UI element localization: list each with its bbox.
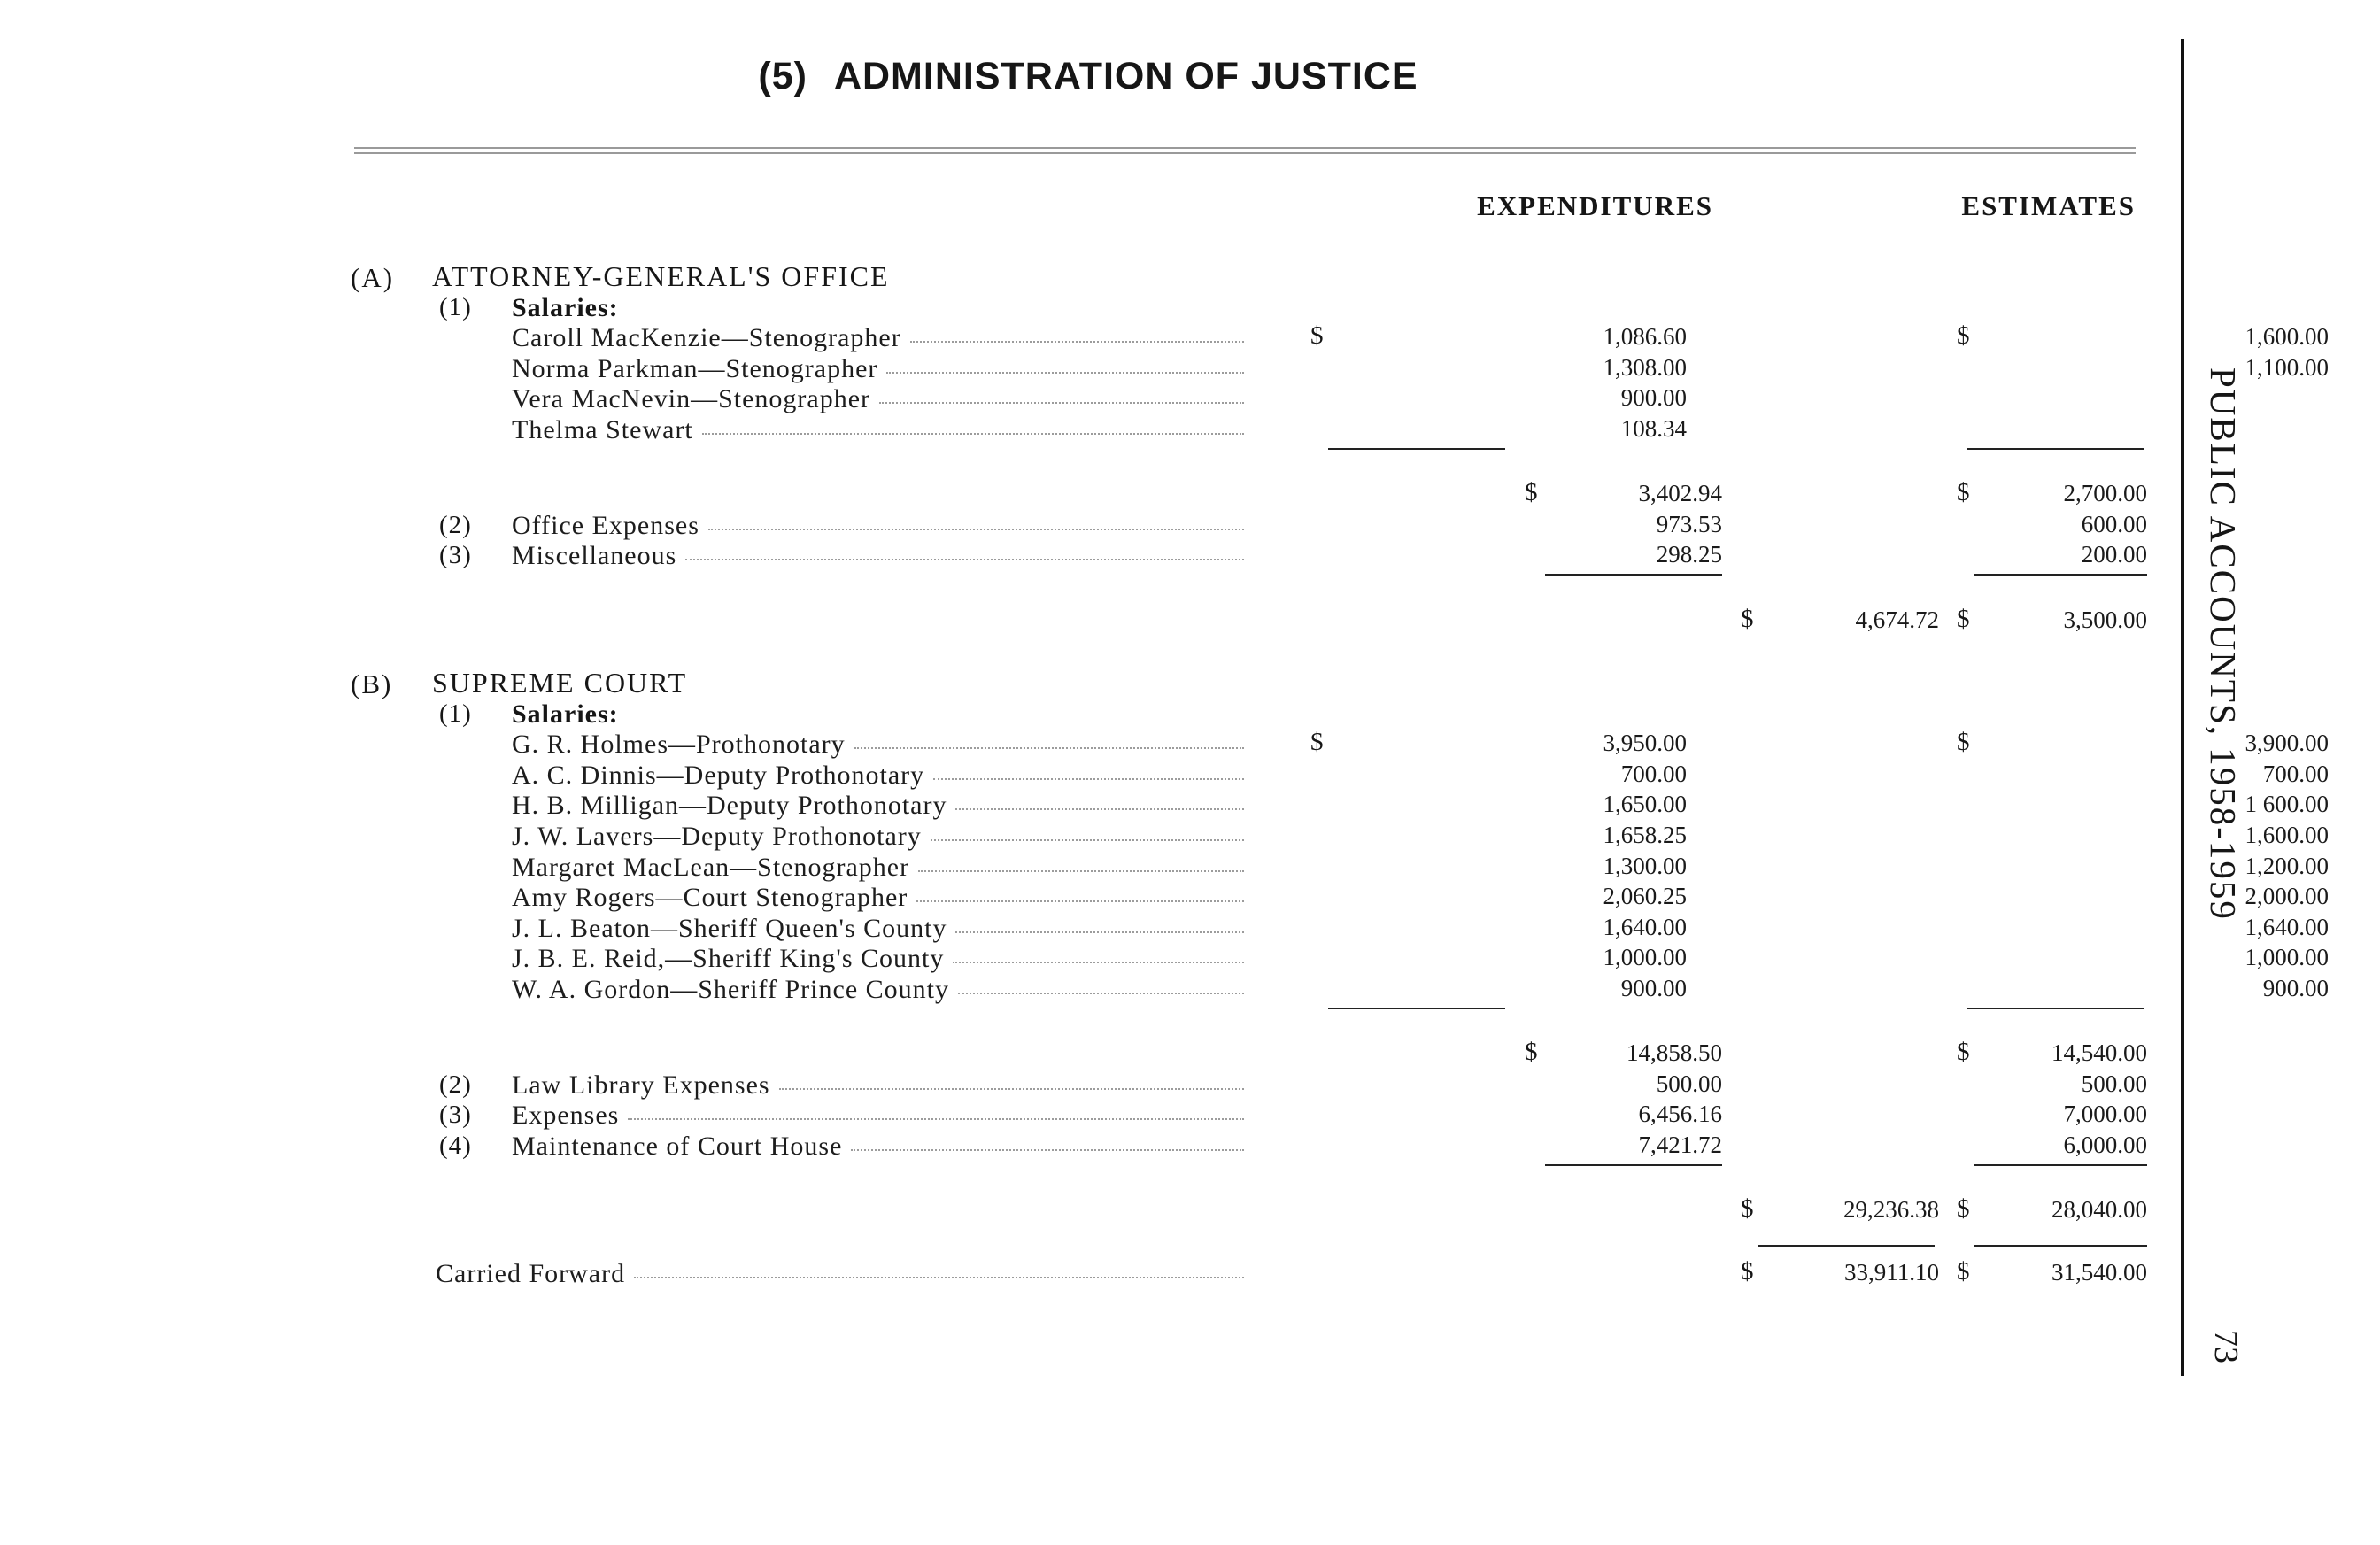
section-b-salary-row-label: Margaret MacLean—Stenographer: [512, 852, 910, 882]
expenditure-amount: 6,456.16: [1638, 1101, 1722, 1128]
section-number: (5): [758, 55, 808, 97]
expenditures-heading: EXPENDITURES: [1477, 190, 1713, 221]
page-number: 73: [2207, 1330, 2245, 1363]
leader-dots: [886, 372, 1244, 374]
section-b-expense-row: [512, 1101, 1244, 1131]
section-b-expense-row-label: Law Library Expenses: [512, 1070, 770, 1100]
page-title: [0, 55, 2176, 98]
section-a-salary-row: [512, 354, 1244, 384]
section-title: ADMINISTRATION OF JUSTICE: [833, 55, 1418, 97]
expenditure-amount: 1,000.00: [1603, 944, 1687, 971]
salaries-subtotal-expenditure: 3,402.94: [1638, 480, 1722, 507]
dollar-sign: $: [1525, 1038, 1538, 1067]
leader-dots: [634, 1277, 1244, 1278]
leader-dots: [779, 1088, 1244, 1090]
section-b-salary-row-label: J. B. E. Reid,—Sheriff King's County: [512, 944, 945, 974]
estimate-amount: 1 600.00: [2245, 791, 2329, 818]
section-b-salaries-num: (1): [439, 699, 472, 728]
section-b-expense-row-num: (4): [439, 1132, 472, 1160]
section-a-salary-row-label: Thelma Stewart: [512, 415, 693, 444]
dollar-sign: $: [1957, 478, 1970, 507]
section-b-expense-row-num: (3): [439, 1101, 472, 1130]
leader-dots: [628, 1118, 1244, 1120]
section-a-salary-row-label: Norma Parkman—Stenographer: [512, 353, 878, 383]
leader-dots: [851, 1149, 1244, 1151]
section-a-title: ATTORNEY-GENERAL'S OFFICE: [432, 260, 890, 292]
expenditure-amount: 1,300.00: [1603, 852, 1687, 879]
section-b-salary-row-label: A. C. Dinnis—Deputy Prothonotary: [512, 760, 925, 790]
expenditure-amount: 3,950.00: [1603, 730, 1687, 757]
grand-total-rule: [1758, 1245, 1935, 1247]
leader-dots: [708, 529, 1244, 530]
section-a-expense-row: [512, 541, 1244, 571]
subtotal-rule: [1328, 448, 1505, 450]
estimate-amount: 6,000.00: [2063, 1132, 2147, 1158]
dollar-sign: $: [1310, 321, 1324, 351]
expenditure-amount: 500.00: [1656, 1070, 1722, 1097]
section-b-salary-row: [512, 883, 1244, 913]
leader-dots: [953, 962, 1244, 963]
expenditure-amount: 900.00: [1620, 975, 1687, 1001]
section-b-salary-row-label: J. W. Lavers—Deputy Prothonotary: [512, 822, 922, 851]
dollar-sign: $: [1310, 728, 1324, 757]
section-a-salaries-num: (1): [439, 292, 472, 321]
section-a-expense-row-label: Office Expenses: [512, 510, 699, 540]
section-total-estimate: 28,040.00: [2052, 1196, 2147, 1224]
estimate-amount: 1,600.00: [2245, 323, 2329, 351]
section-b-salary-row: [512, 730, 1244, 760]
section-a-salary-row: [512, 384, 1244, 414]
margin-rule: [2181, 39, 2184, 1376]
section-total-estimate: 3,500.00: [2063, 606, 2147, 633]
expenditure-amount: 108.34: [1620, 415, 1687, 442]
grand-total-rule: [1974, 1245, 2147, 1247]
section-b-expense-row-label: Maintenance of Court House: [512, 1132, 843, 1161]
title-rule-top: [354, 147, 2136, 149]
section-b-expense-row-num: (2): [439, 1070, 472, 1099]
expenditure-amount: 1,640.00: [1603, 913, 1687, 940]
subtotal-rule: [1328, 1008, 1505, 1009]
expenditure-amount: 1,308.00: [1603, 353, 1687, 381]
section-b-salaries-label: Salaries:: [512, 699, 619, 729]
section-b-salary-row: [512, 761, 1244, 791]
leader-dots: [958, 993, 1244, 994]
carried-forward-expenditure: 33,911.10: [1844, 1259, 1939, 1286]
estimate-amount: 1,100.00: [2245, 353, 2329, 381]
leader-dots: [933, 778, 1244, 780]
salaries-subtotal-expenditure: 14,858.50: [1627, 1039, 1722, 1067]
section-b-salary-row: [512, 822, 1244, 852]
section-b-salary-row-label: W. A. Gordon—Sheriff Prince County: [512, 975, 949, 1004]
section-b-expense-row: [512, 1132, 1244, 1162]
dollar-sign: $: [1741, 604, 1754, 633]
leader-dots: [685, 559, 1244, 560]
section-total-expenditure: 4,674.72: [1855, 606, 1939, 633]
total-rule: [1974, 574, 2147, 576]
dollar-sign: $: [1957, 321, 1970, 351]
estimate-amount: 2,000.00: [2245, 883, 2329, 910]
leader-dots: [854, 747, 1244, 749]
dollar-sign: $: [1957, 1194, 1970, 1224]
dollar-sign: $: [1957, 728, 1970, 757]
section-b-letter: (B): [351, 668, 393, 699]
section-b-salary-row: [512, 791, 1244, 821]
section-a-expense-row-num: (2): [439, 510, 472, 539]
dollar-sign: $: [1957, 1038, 1970, 1067]
section-b-salary-row-label: G. R. Holmes—Prothonotary: [512, 730, 846, 760]
expenditure-amount: 973.53: [1656, 510, 1722, 537]
expenditure-amount: 900.00: [1620, 384, 1687, 412]
section-b-expense-row-label: Expenses: [512, 1101, 620, 1131]
estimate-amount: 1,600.00: [2245, 822, 2329, 848]
expenditure-amount: 1,658.25: [1603, 822, 1687, 848]
section-b-salary-row-label: Amy Rogers—Court Stenographer: [512, 883, 908, 913]
estimate-amount: 900.00: [2262, 975, 2329, 1001]
leader-dots: [916, 900, 1244, 902]
carried-forward-estimate: 31,540.00: [2052, 1259, 2147, 1286]
section-b-title: SUPREME COURT: [432, 667, 688, 699]
expenditure-amount: 7,421.72: [1638, 1132, 1722, 1158]
section-a-salary-row-label: Vera MacNevin—Stenographer: [512, 384, 871, 414]
estimate-amount: 7,000.00: [2063, 1101, 2147, 1128]
section-a-expense-row: [512, 511, 1244, 541]
dollar-sign: $: [1741, 1194, 1754, 1224]
total-rule: [1974, 1164, 2147, 1166]
section-a-salary-row-label: Caroll MacKenzie—Stenographer: [512, 323, 901, 353]
subtotal-rule: [1967, 448, 2144, 450]
section-a-salaries-label: Salaries:: [512, 292, 619, 322]
section-b-salary-row: [512, 975, 1244, 1005]
estimate-amount: 1,000.00: [2245, 944, 2329, 971]
running-head: PUBLIC ACCOUNTS, 1958-1959: [2203, 367, 2244, 921]
section-a-expense-row-label: Miscellaneous: [512, 541, 677, 571]
expenditure-amount: 1,650.00: [1603, 791, 1687, 818]
section-b-salary-row-label: H. B. Milligan—Deputy Prothonotary: [512, 791, 947, 821]
section-b-salary-row: [512, 853, 1244, 883]
dollar-sign: $: [1957, 1257, 1970, 1286]
subtotal-rule: [1967, 1008, 2144, 1009]
dollar-sign: $: [1525, 478, 1538, 507]
estimates-heading: ESTIMATES: [1961, 190, 2136, 221]
total-rule: [1545, 574, 1722, 576]
section-b-salary-row: [512, 944, 1244, 974]
estimate-amount: 700.00: [2262, 760, 2329, 787]
estimate-amount: 200.00: [2081, 541, 2147, 568]
leader-dots: [702, 433, 1244, 435]
section-a-letter: (A): [351, 262, 395, 293]
leader-dots: [910, 341, 1244, 343]
leader-dots: [955, 808, 1244, 810]
leader-dots: [931, 839, 1244, 841]
expenditure-amount: 298.25: [1656, 541, 1722, 568]
leader-dots: [918, 870, 1244, 872]
expenditure-amount: 2,060.25: [1603, 883, 1687, 910]
section-a-expense-row-num: (3): [439, 541, 472, 570]
salaries-subtotal-estimate: 2,700.00: [2063, 480, 2147, 507]
section-a-salary-row: [512, 323, 1244, 353]
estimate-amount: 3,900.00: [2245, 730, 2329, 757]
estimate-amount: 500.00: [2081, 1070, 2147, 1097]
estimate-amount: 1,200.00: [2245, 852, 2329, 879]
section-b-salary-row: [512, 914, 1244, 944]
section-total-expenditure: 29,236.38: [1843, 1196, 1939, 1224]
section-b-salary-row-label: J. L. Beaton—Sheriff Queen's County: [512, 913, 947, 943]
carried-forward-row: [436, 1259, 1244, 1289]
estimate-amount: 600.00: [2081, 510, 2147, 537]
leader-dots: [955, 931, 1244, 933]
section-b-expense-row: [512, 1070, 1244, 1101]
section-a-salary-row: [512, 415, 1244, 445]
carried-forward-row-label: Carried Forward: [436, 1259, 626, 1289]
expenditure-amount: 1,086.60: [1603, 323, 1687, 351]
title-rule-bottom: [354, 152, 2136, 154]
salaries-subtotal-estimate: 14,540.00: [2052, 1039, 2147, 1067]
dollar-sign: $: [1957, 604, 1970, 633]
expenditure-amount: 700.00: [1620, 760, 1687, 787]
estimate-amount: 1,640.00: [2245, 913, 2329, 940]
dollar-sign: $: [1741, 1257, 1754, 1286]
total-rule: [1545, 1164, 1722, 1166]
leader-dots: [879, 402, 1244, 404]
